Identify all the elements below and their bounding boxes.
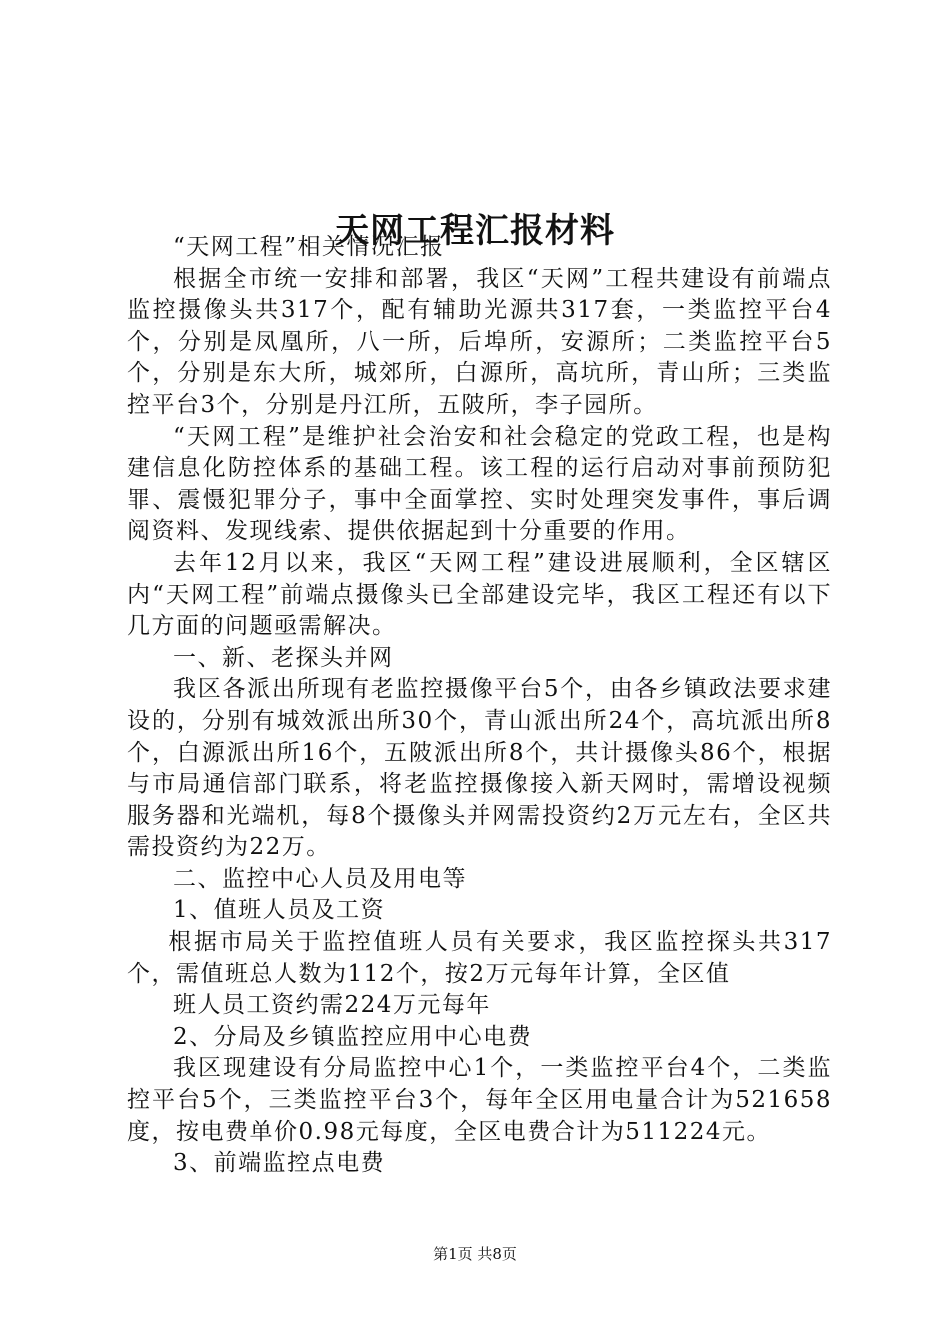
body-paragraph: 班人员工资约需224万元每年: [173, 992, 491, 1019]
body-paragraph: 根据全市统一安排和部署，我区“天网”工程共建设有前端点监控摄像头共317个，配有辅助光源共317套，一类监控平台4个，分别是凤凰所，八一所，后埠所，安源所；二类监控平台5个，分别是东大所，城郊所，白源所，高坑所，青山所；三类监控平台3个，分别是丹江所，五陂所，李子园所。: [127, 265, 832, 418]
subsection-heading: 1、值班人员及工资: [173, 897, 386, 924]
body-paragraph: 根据市局关于监控值班人员有关要求，我区监控探头共317个，需值班总人数为112个，按2万元每年计算，全区值: [127, 929, 832, 987]
subtitle-paragraph: “天网工程”相关情况汇报: [173, 234, 445, 260]
body-paragraph: 我区各派出所现有老监控摄像平台5个，由各乡镇政法要求建设的，分别有城效派出所30个，青山派出所24个，高坑派出所8个，白源派出所16个，五陂派出所8个，共计摄像头86个，根据与市局通信部门联系，将老监控摄像接入新天网时，需增设视频服务器和光端机，每8个摄像头并网需投资约2万元左右，全区共需投资约为22万。: [127, 676, 832, 861]
section-heading: 二、监控中心人员及用电等: [173, 865, 467, 892]
body-paragraph: 去年12月以来，我区“天网工程”建设进展顺利，全区辖区内“天网工程”前端点摄像头已全部建设完毕，我区工程还有以下几方面的问题亟需解决。: [127, 549, 832, 640]
body-paragraph: “天网工程”是维护社会治安和社会稳定的党政工程，也是构建信息化防控体系的基础工程。该工程的运行启动对事前预防犯罪、震慑犯罪分子，事中全面掌控、实时处理突发事件，事后调阅资料、发现线索、提供依据起到十分重要的作用。: [127, 423, 832, 545]
document-body: [127, 232, 832, 1180]
subsection-heading: 2、分局及乡镇监控应用中心电费: [173, 1023, 533, 1050]
subsection-heading: 3、前端监控点电费: [173, 1150, 386, 1177]
document-title: 天网工程汇报材料: [335, 210, 615, 251]
page-number-footer: 第1页 共8页: [433, 1245, 517, 1263]
body-paragraph: 我区现建设有分局监控中心1个，一类监控平台4个，二类监控平台5个，三类监控平台3个，每年全区用电量合计为521658度，按电费单价0.98元每度，全区电费合计为511224元。: [127, 1055, 832, 1145]
section-heading: 一、新、老探头并网: [173, 644, 394, 671]
